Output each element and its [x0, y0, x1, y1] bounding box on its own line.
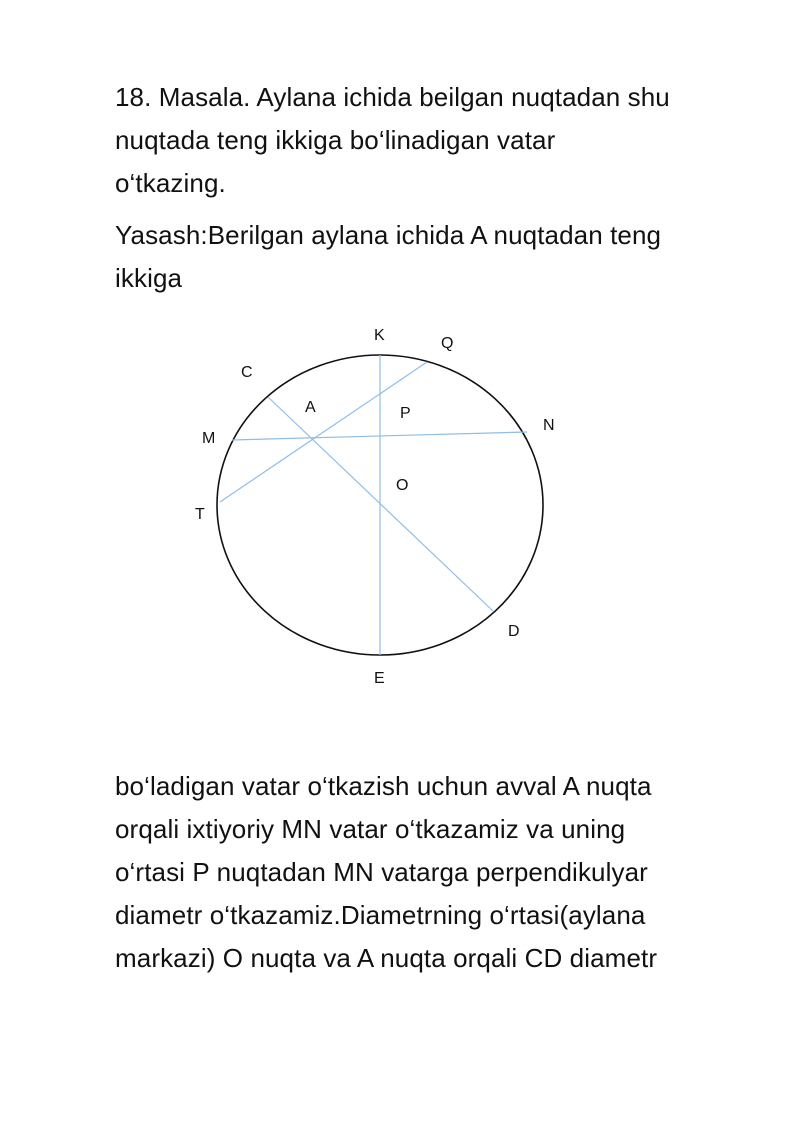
intro-line-2: ikkiga [115, 263, 183, 293]
label-A: A [305, 399, 316, 416]
intro-line-1: Yasash:Berilgan aylana ichida A nuqtadan teng [115, 220, 662, 250]
body-line-4: diametr o‘tkazamiz.Diametrning o‘rtasi(aylana [115, 900, 646, 930]
label-M: M [202, 430, 216, 447]
label-O: O [396, 477, 409, 494]
label-D: D [508, 623, 520, 640]
label-E: E [374, 670, 385, 687]
body-line-2: orqali ixtiyoriy MN vatar o‘tkazamiz va uning [115, 814, 626, 844]
label-T: T [195, 506, 205, 523]
problem-line-2: nuqtada teng ikkiga bo‘linadigan vatar [115, 125, 556, 155]
body-line-5: markazi) O nuqta va A nuqta orqali CD diametr [115, 943, 658, 973]
label-P: P [400, 405, 411, 422]
problem-line-1: 18. Masala. Aylana ichida beilgan nuqtadan shu [115, 82, 670, 112]
body-line-1: bo‘ladigan vatar o‘tkazish uchun avval A nuqta [115, 771, 652, 801]
label-Q: Q [441, 335, 454, 352]
label-K: K [374, 327, 385, 344]
problem-line-3: o‘tkazing. [115, 168, 226, 198]
body-line-3: o‘rtasi P nuqtadan MN vatarga perpendikulyar [115, 857, 648, 887]
construction-body [115, 765, 755, 980]
label-C: C [241, 364, 253, 381]
label-N: N [543, 417, 555, 434]
